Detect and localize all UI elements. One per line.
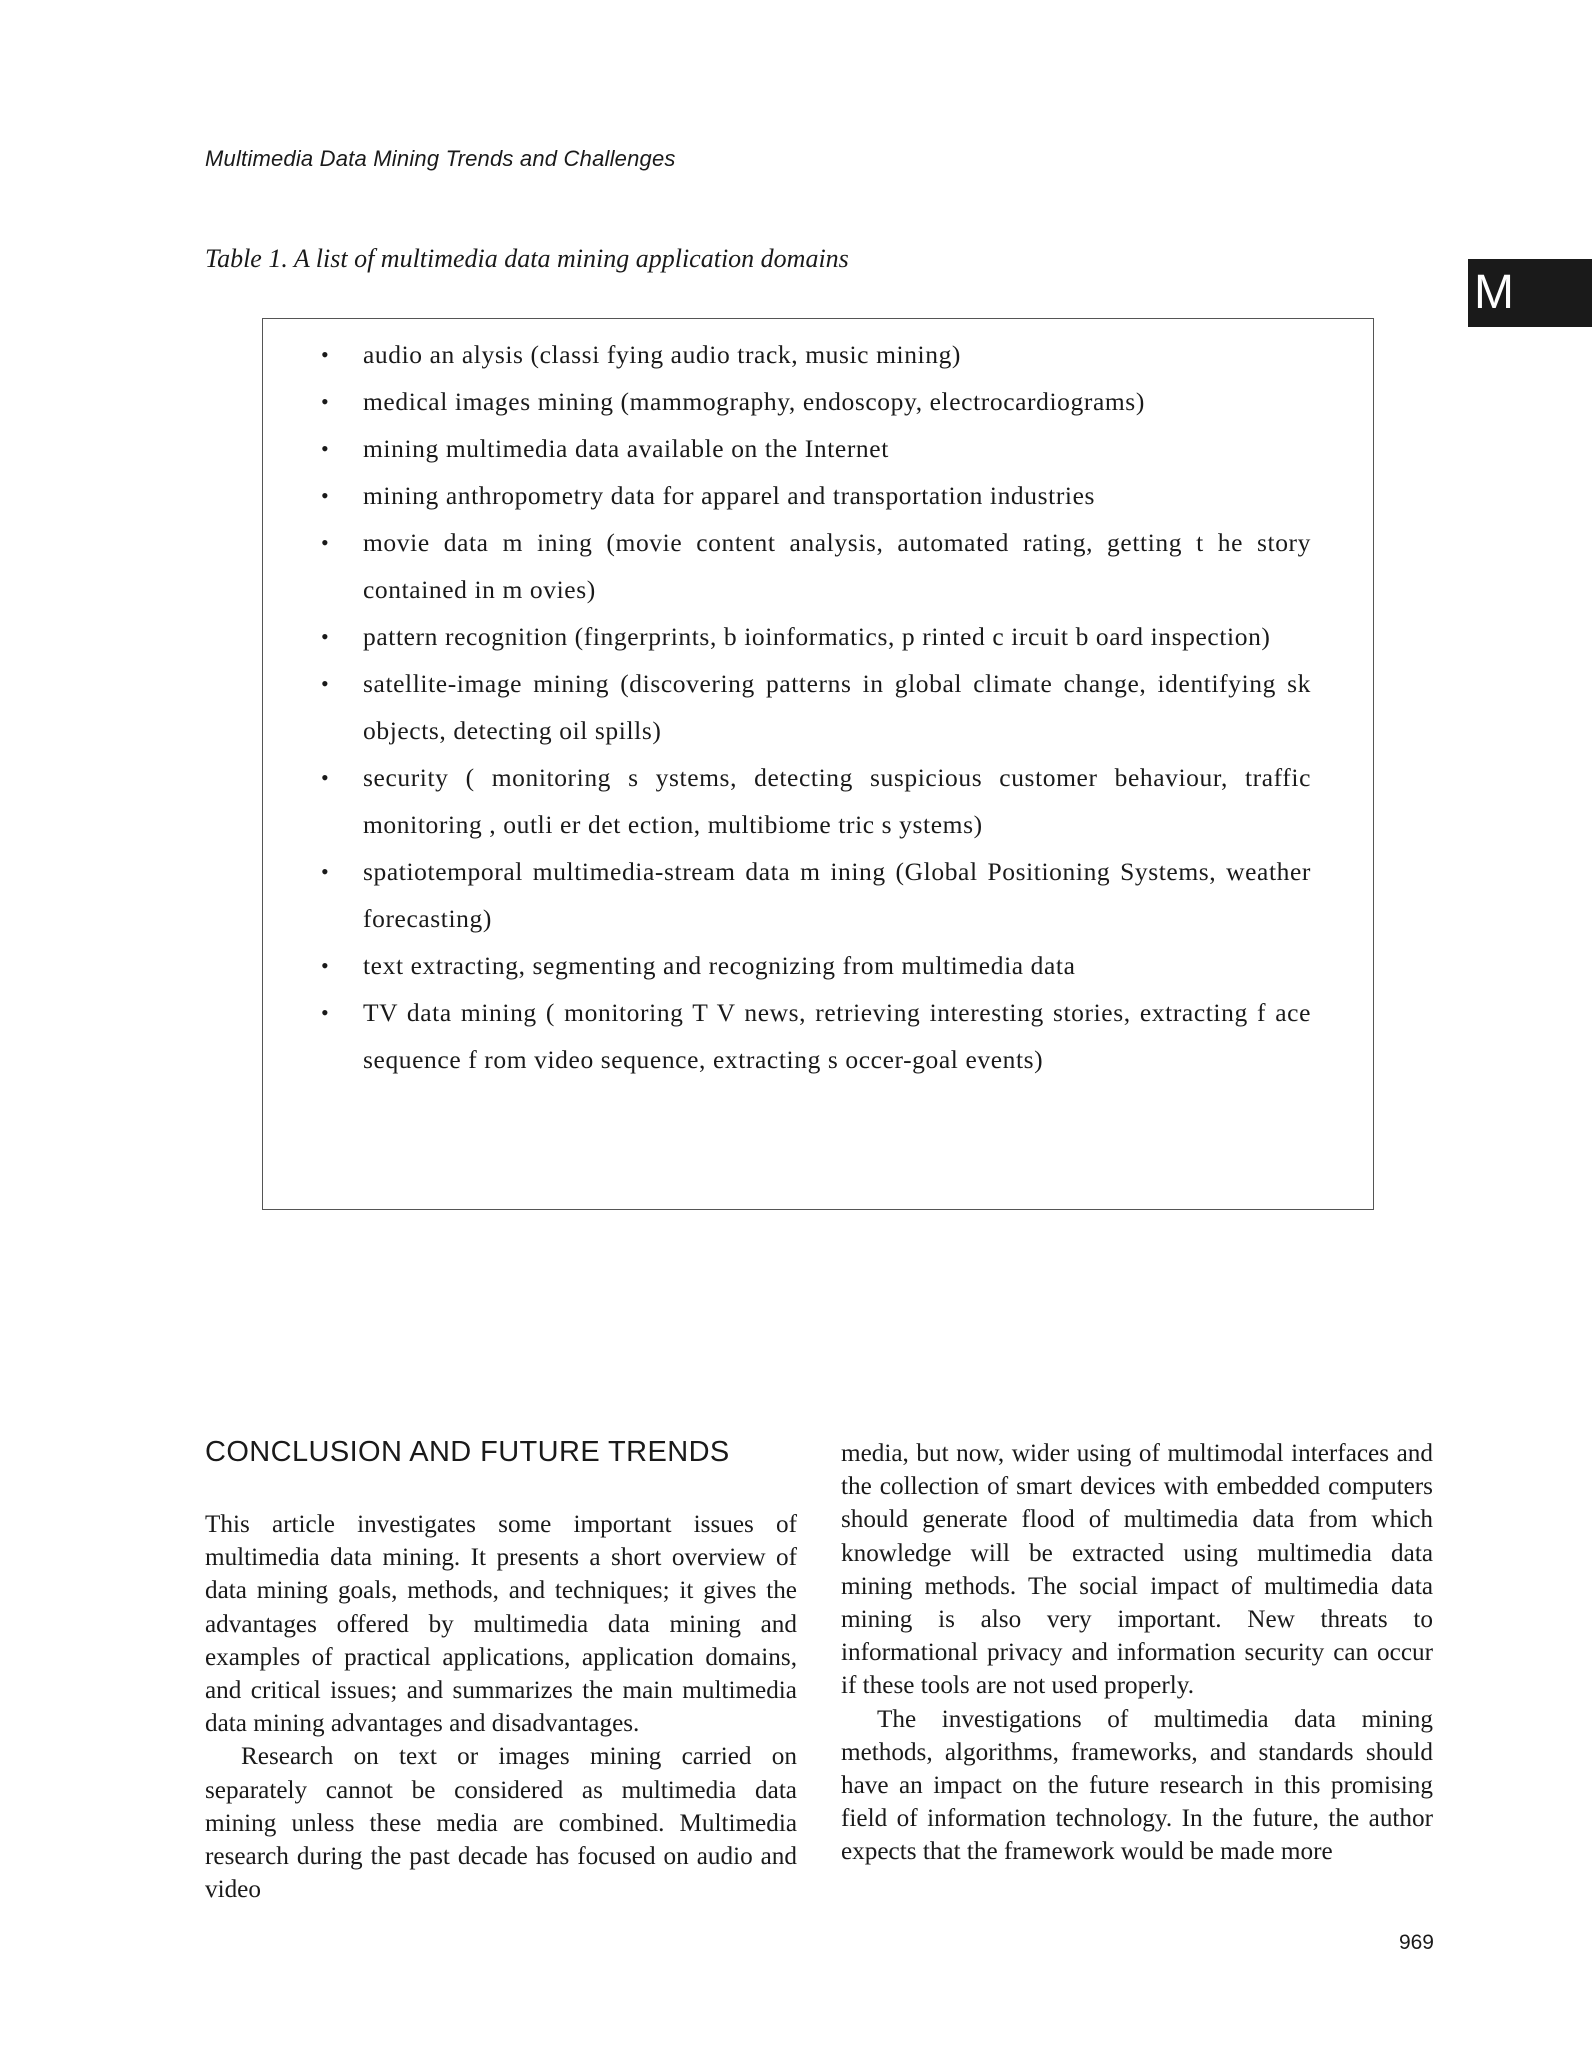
- bullet-icon: •: [321, 342, 330, 367]
- list-item: [263, 989, 1373, 1083]
- paragraph: This article investigates some important issues of multimedia data mining. It presents a short overview of data mining goals, methods, and techniques; it gives the advantages offered by multimedia data mining and examples of practical applications, application domains, and critical issues; and summarizes the main multimedia data mining advantages and disadvantages.: [205, 1511, 797, 1738]
- list-item-text: pattern recognition (fingerprints, b ioinformatics, p rinted c ircuit b oard inspection): [363, 622, 1271, 651]
- list-item: [263, 472, 1373, 519]
- list-item: [263, 378, 1373, 425]
- right-column: [841, 1437, 1433, 1869]
- list-item: [263, 754, 1373, 848]
- list-item-text: spatiotemporal multimedia-stream data m ining (Global Positioning Systems, weather forecasting): [363, 857, 1311, 933]
- bullet-icon: •: [321, 436, 330, 461]
- list-item-text: satellite-image mining (discovering patterns in global climate change, identifying sk objects, detecting oil spills): [363, 669, 1311, 745]
- bullet-icon: •: [321, 530, 330, 555]
- bullet-icon: •: [321, 389, 330, 414]
- list-item-text: audio an alysis (classi fying audio track, music mining): [363, 340, 962, 369]
- list-item: [263, 519, 1373, 613]
- list-item-text: mining multimedia data available on the Internet: [363, 434, 889, 463]
- bullet-icon: •: [321, 953, 330, 978]
- paragraph: media, but now, wider using of multimodal interfaces and the collection of smart devices with embedded computers should generate flood of multimedia data from which knowledge will be extracted using multimedia data mining methods. The social impact of multimedia data mining is also very important. New threats to informational privacy and information security can occur if these tools are not used properly.: [841, 1440, 1433, 1700]
- bullet-icon: •: [321, 671, 330, 696]
- paragraph: Research on text or images mining carried on separately cannot be considered as multimedia data mining unless these media are combined. Multimedia research during the past decade has focused on audio and video: [205, 1743, 797, 1904]
- list-item-text: medical images mining (mammography, endoscopy, electrocardiograms): [363, 387, 1145, 416]
- list-item: [263, 331, 1373, 378]
- application-domains-table: [262, 318, 1374, 1210]
- list-item-text: text extracting, segmenting and recognizing from multimedia data: [363, 951, 1076, 980]
- list-item-text: security ( monitoring s ystems, detecting suspicious customer behaviour, traffic monitoring , outli er det ection, multibiome tric s ystems): [363, 763, 1311, 839]
- bullet-icon: •: [321, 483, 330, 508]
- bullet-icon: •: [321, 859, 330, 884]
- section-tab-letter: M: [1468, 259, 1592, 327]
- list-item: [263, 660, 1373, 754]
- paragraph: The investigations of multimedia data mining methods, algorithms, frameworks, and standards should have an impact on the future research in this promising field of information technology. In the future, the author expects that the framework would be made more: [841, 1705, 1433, 1866]
- bullet-icon: •: [321, 765, 330, 790]
- list-item: [263, 848, 1373, 942]
- page-number: 969: [1398, 1931, 1434, 1954]
- left-column: [205, 1508, 797, 1906]
- list-item: [263, 613, 1373, 660]
- list-item-text: movie data m ining (movie content analysis, automated rating, getting t he story contained in m ovies): [363, 528, 1311, 604]
- list-item: [263, 942, 1373, 989]
- list-item: [263, 425, 1373, 472]
- list-item-text: mining anthropometry data for apparel and transportation industries: [363, 481, 1096, 510]
- bullet-icon: •: [321, 1000, 330, 1025]
- table-caption: Table 1. A list of multimedia data mining application domains: [205, 244, 849, 273]
- section-heading: CONCLUSION AND FUTURE TRENDS: [205, 1436, 730, 1468]
- list-item-text: TV data mining ( monitoring T V news, retrieving interesting stories, extracting f ace sequence f rom video sequence, extracting s occer-goal events): [363, 998, 1311, 1074]
- running-header: Multimedia Data Mining Trends and Challenges: [205, 146, 676, 171]
- domain-list: [263, 331, 1373, 1083]
- bullet-icon: •: [321, 624, 330, 649]
